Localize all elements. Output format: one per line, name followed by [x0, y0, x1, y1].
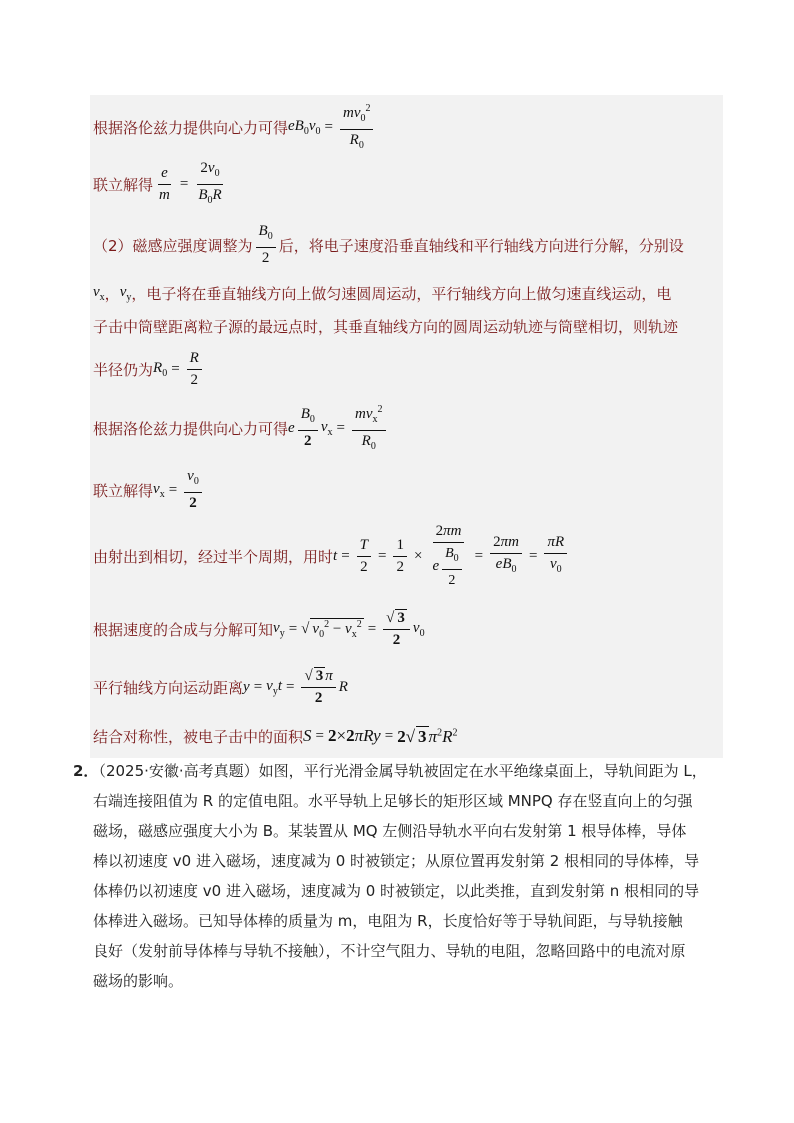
fraction: $\frac{√ 3}{2}$	[383, 609, 410, 649]
question-line: 体棒仍以初速度 v0 进入磁场，速度减为 0 时被锁定，以此类推，直到发射第 n 根相同的导	[93, 882, 700, 900]
fraction: $\frac{1}{2}$	[393, 537, 407, 576]
line-text: 联立解得	[93, 175, 154, 194]
solution-line-2: 联立解得 $\frac{e}{m}$ = $\frac{2v_0}{B_0R}$	[93, 160, 228, 208]
line-text: 根据洛伦兹力提供向心力可得	[93, 118, 289, 137]
line-text: ，电子将在垂直轴线方向上做匀速圆周运动，平行轴线方向上做匀速直线运动，电	[131, 284, 672, 303]
line-text: （2）磁感应强度调整为	[93, 236, 253, 255]
fraction: $\frac{\pi R}{v_0}$	[544, 534, 567, 578]
solution-line-11: 平行轴线方向运动距离 y = $v_yt$ = $\frac{√ 3 \pi}{2}$ R	[93, 668, 348, 706]
fraction: $\frac{2\pi m}{eB_0}$	[490, 534, 522, 578]
line-text: 联立解得	[93, 481, 154, 500]
question-line: 良好（发射前导体棒与导轨不接触），不计空气阻力、导轨的电阻，忽略回路中的电流对原	[93, 942, 686, 960]
equation: $R_0$	[153, 359, 168, 379]
fraction: $\frac{R}{2}$	[187, 350, 202, 389]
question-text: 如图，平行光滑金属导轨被固定在水平绝缘桌面上，导轨间距为 L，	[258, 762, 707, 780]
equation: $v_x$	[153, 480, 165, 500]
line-text: 根据速度的合成与分解可知	[93, 620, 274, 639]
fraction: $\frac{T}{2}$	[357, 537, 371, 576]
question-line: 体棒进入磁场。已知导体棒的质量为 m，电阻为 R，长度恰好等于导轨间距，与导轨接触	[93, 912, 683, 930]
question-line: 磁场，磁感应强度大小为 B。某装置从 MQ 左侧沿导轨水平向右发射第 1 根导体棒，导体	[93, 822, 687, 840]
fraction: 2πm e $B_0$ 2	[429, 523, 467, 589]
question-line: 磁场的影响。	[93, 972, 184, 990]
solution-line-7: 根据洛伦兹力提供向心力可得 e $B_0$ 2 $v_x$ = $mv_x^2$ $R_0$	[93, 403, 389, 453]
solution-line-9: 由射出到相切，经过半个周期，用时 t = $\frac{T}{2}$ = $\frac{1}{2}$ × 2πm e $B_0$ 2 = $\frac{2\pi m}{eB_0}$ = $\frac{\pi R}{v_0}$	[93, 522, 570, 590]
question-line: 右端连接阻值为 R 的定值电阻。水平导轨上足够长的矩形区域 MNPQ 存在竖直向上的匀强	[93, 792, 693, 810]
solution-line-3	[93, 222, 684, 268]
equation: e	[288, 419, 295, 436]
equation: y	[243, 678, 250, 695]
line-text: 由射出到相切，经过半个周期，用时	[93, 547, 334, 566]
solution-line-4: $v_x$ ， $v_y$ ，电子将在垂直轴线方向上做匀速圆周运动，平行轴线方向上做匀速直线运动，电	[93, 283, 672, 303]
fraction: $\frac{mv_0^2}{R_0}$	[340, 100, 374, 154]
solution-line-12: 结合对称性，被电子击中的面积 S = 2×2πRy = 2√ 3 $\pi^2R^2$	[93, 726, 458, 746]
equation: t	[333, 547, 338, 564]
question-2	[73, 756, 733, 996]
solution-line-5	[93, 313, 678, 339]
solution-line-10: 根据速度的合成与分解可知 $v_y$ = √ $v_0^2 - v_x^2$ = $\frac{√ 3}{2}$ $v_0$	[93, 610, 425, 648]
question-line: 棒以初速度 v0 进入磁场，速度减为 0 时被锁定；从原位置再发射第 2 根相同的导体棒，导	[93, 852, 700, 870]
fraction: $\frac{e}{m}$	[159, 164, 170, 203]
fraction: $\frac{√ 3 \pi}{2}$	[301, 667, 335, 707]
equation: $eB_0v_0$	[288, 117, 321, 137]
equation: $v_y$	[273, 619, 285, 639]
line-text: 半径仍为	[93, 360, 154, 379]
fraction: $\frac{v_0}{2}$	[184, 468, 202, 512]
fraction: $mv_x^2$ $R_0$	[352, 401, 386, 455]
line-text: 后，将电子速度沿垂直轴线和平行轴线方向进行分解，分别设	[278, 236, 684, 255]
solution-line-8: 联立解得 $v_x$ = $\frac{v_0}{2}$	[93, 467, 205, 513]
fraction: $B_0$ 2	[298, 406, 318, 450]
question-line	[73, 756, 733, 786]
fraction: $\frac{2v_0}{B_0R}$	[198, 159, 222, 206]
solution-line-1: 根据洛伦兹力提供向心力可得 $eB_0v_0$ = $\frac{mv_0^2}{R_0}$	[93, 103, 376, 151]
equation: S	[303, 726, 312, 745]
line-text: 根据洛伦兹力提供向心力可得	[93, 419, 289, 438]
fraction: $B_0$ 2	[256, 223, 276, 267]
question-source: （2025·安徽·高考真题）	[98, 762, 259, 780]
line-text: 结合对称性，被电子击中的面积	[93, 727, 304, 746]
line-text: 子击中筒壁距离粒子源的最远点时，其垂直轴线方向的圆周运动轨迹与筒壁相切，则轨迹	[93, 317, 679, 336]
question-number: 2．	[73, 762, 99, 780]
line-text: 平行轴线方向运动距离	[93, 678, 244, 697]
equation: $v_x$	[93, 283, 105, 303]
solution-line-6: 半径仍为 $R_0$ = $\frac{R}{2}$	[93, 346, 205, 392]
